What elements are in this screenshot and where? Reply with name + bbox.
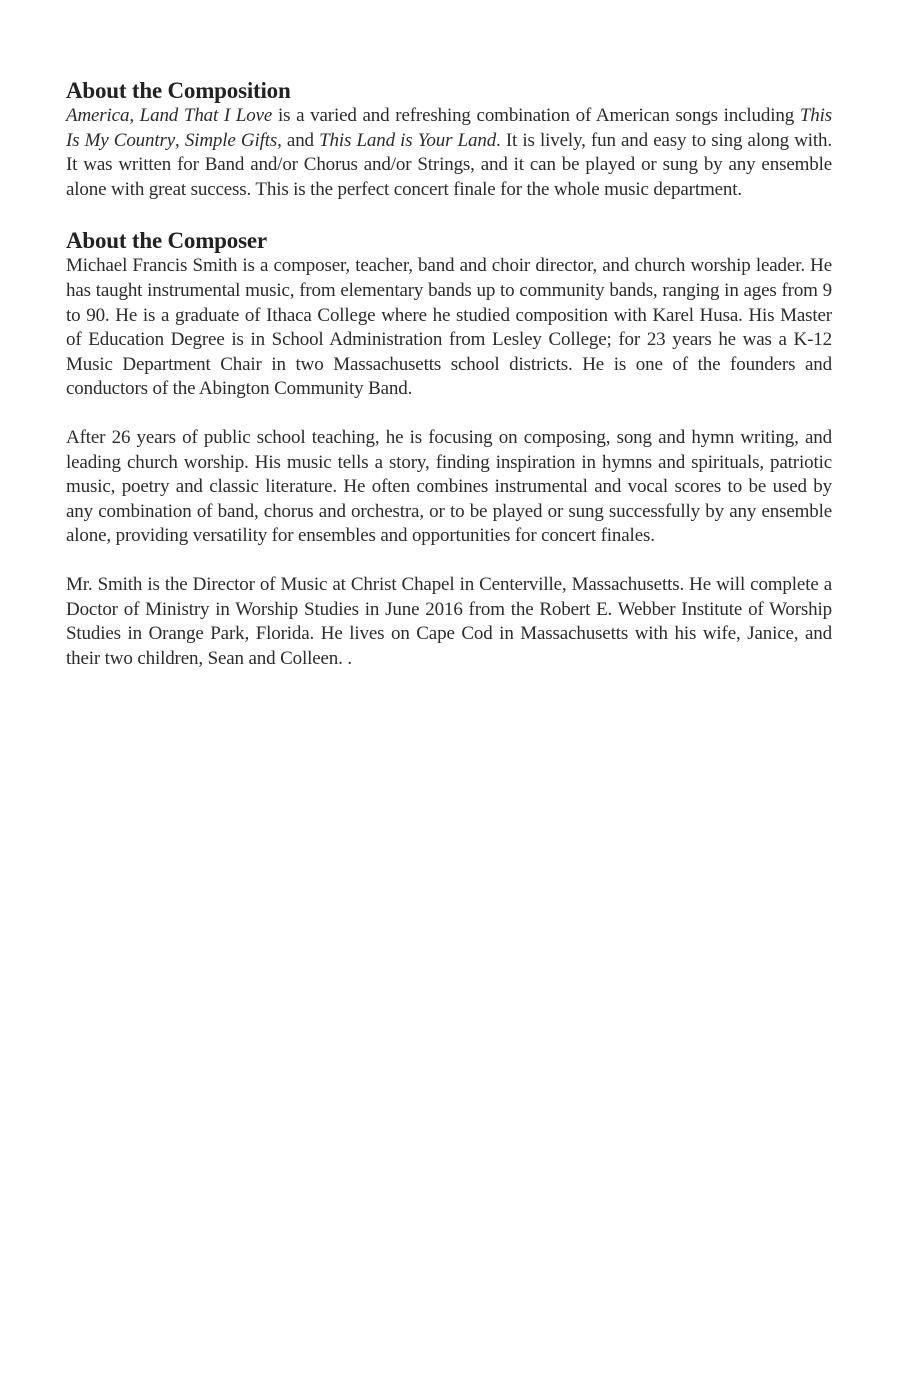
composer-paragraph: Mr. Smith is the Director of Music at Christ Chapel in Centerville, Massachusetts. He will complete a Doctor of Ministry in Worship Studies in June 2016 from the Robert E. Webber Institute of Worship Studies in Orange Park, Florida. He lives on Cape Cod in Massachusetts with his wife, Janice, and their two children, Sean and Colleen. . <box>66 573 832 669</box>
song-title: Simple Gifts <box>184 129 278 151</box>
composer-paragraph: After 26 years of public school teaching, he is focusing on composing, song and hymn writing, and leading church worship. His music tells a story, finding inspiration in hymns and spirituals, patriotic music, poetry and classic literature. He often combines instrumental and vocal scores to be used by any combination of band, chorus and orchestra, or to be played or sung successfully by any ensemble alone, providing versatility for ensembles and opportunities for concert finales. <box>66 426 832 547</box>
composition-text: . It is lively, fun and easy to sing along with. It was written for Band and/or Chorus and/or Strings, and it can be played or sung by any ensemble alone with great success. This is the perfect concert finale for the whole music department. <box>66 129 833 200</box>
about-composition-section <box>66 78 832 202</box>
about-composition-heading: About the Composition <box>66 78 291 103</box>
song-title: This Land is Your Land <box>319 129 497 151</box>
song-title: This Is My Country <box>66 105 832 151</box>
composer-paragraph: Michael Francis Smith is a composer, teacher, band and choir director, and church worship leader. He has taught instrumental music, from elementary bands up to community bands, ranging in ages from 9 to 90. He is a graduate of Ithaca College where he studied composition with Karel Husa. His Master of Education Degree is in School Administration from Lesley College; for 23 years he was a K-12 Music Department Chair in two Massachusetts school districts. He is one of the founders and conductors of the Abington Community Band. <box>66 255 832 400</box>
document-page <box>66 78 832 671</box>
about-composition-paragraph <box>66 104 832 202</box>
about-composer-section <box>66 228 832 671</box>
composition-text: is a varied and refreshing combination of American songs including <box>272 105 800 126</box>
composition-title: America, Land That I Love <box>66 105 273 126</box>
separator: , <box>175 129 185 151</box>
about-composer-heading: About the Composer <box>66 228 267 254</box>
separator: , and <box>277 129 320 151</box>
